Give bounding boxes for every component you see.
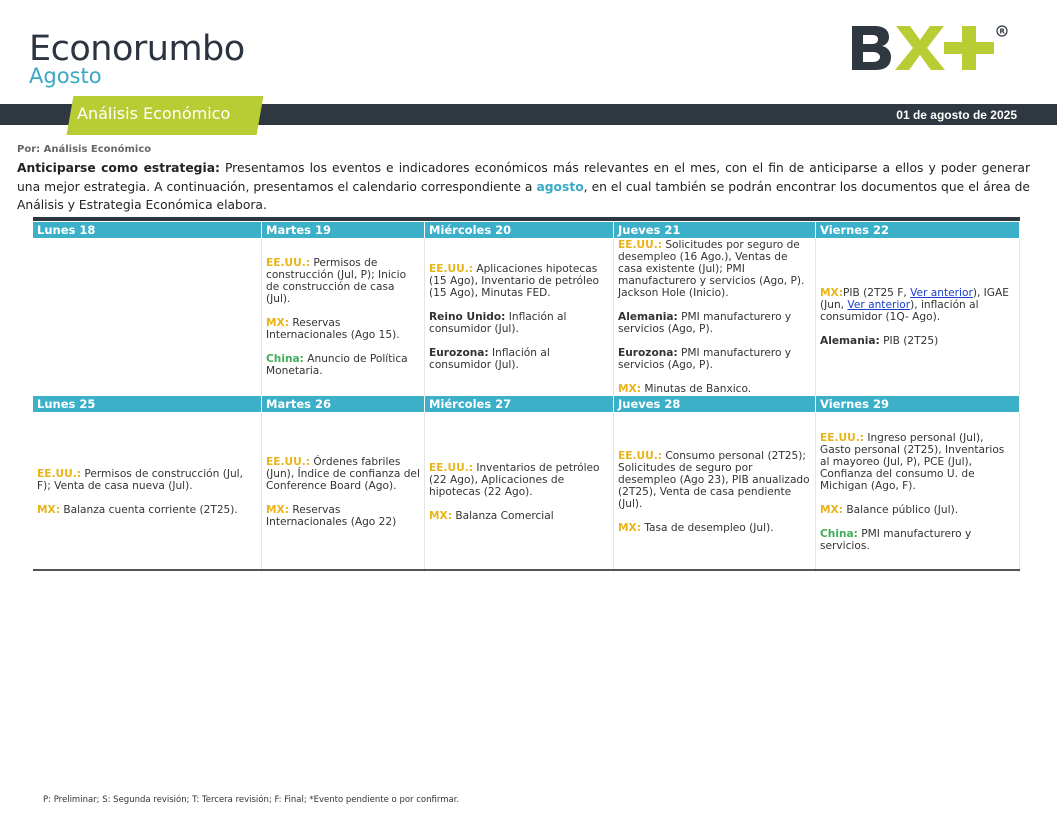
event-item [618,239,811,299]
day-cell [262,412,425,572]
event-text: Órdenes fabriles (Jun), Índice de confianza del Conference Board (Ago). [266,456,420,492]
country-label: EE.UU.: [429,462,473,474]
event-item [429,347,609,371]
day-header: Lunes 25 [33,396,262,412]
day-cell [614,412,816,572]
intro-text-2: , en el cual también se podrán encontrar los documentos que el área de Análisis y Estrategia Económica elabora. [17,179,1030,212]
event-text: PMI manufacturero y servicios (Ago, P). [618,347,792,371]
intro-paragraph [17,159,1030,215]
event-item [429,263,609,299]
event-text: Anuncio de Política Monetaria. [266,353,408,377]
event-text: Inflación al consumidor (Jul). [429,311,567,335]
event-item [37,468,257,492]
event-text: Reservas Internacionales (Ago 15). [266,317,400,341]
event-item [266,456,420,492]
day-cell [425,238,614,396]
event-item [429,462,609,498]
country-label: MX: [618,383,641,395]
event-item [618,347,811,371]
event-text: ), inflación al consumidor (1Q- Ago). [820,299,979,323]
country-label: EE.UU.: [618,239,662,251]
country-label: MX: [266,317,289,329]
event-text: Solicitudes por seguro de desempleo (16 Ago.), Ventas de casa existente (Jul); PMI manufacturero y servicios (Ago, P). Jackson Hole (Inicio). [618,239,805,299]
event-item [820,432,1015,492]
day-cell [816,412,1020,572]
day-cell [33,238,262,396]
event-text: Balanza cuenta corriente (2T25). [59,504,238,516]
event-item [618,383,811,395]
day-header: Viernes 22 [816,222,1020,238]
event-item [618,311,811,335]
event-text: ), IGAE (Jun, [820,287,1009,311]
day-header: Miércoles 27 [425,396,614,412]
event-text: Inventarios de petróleo (22 Ago), Aplicaciones de hipotecas (22 Ago). [429,462,600,498]
day-cell [262,238,425,396]
day-header: Martes 26 [262,396,425,412]
event-text: Permisos de construcción (Jul, F); Venta de casa nueva (Jul). [37,468,243,492]
intro-month: agosto [536,179,584,194]
event-item [820,504,1015,516]
event-item [37,504,257,516]
table-top-rule [33,217,1020,221]
country-label: MX: [266,504,289,516]
week-header [33,222,1020,238]
day-header: Jueves 21 [614,222,816,238]
country-label: EE.UU.: [37,468,81,480]
event-item [618,450,811,510]
event-item [266,504,420,528]
byline: Por: Análisis Económico [17,144,152,155]
calendar-week-1 [33,222,1020,396]
event-text: Consumo personal (2T25); Solicitudes de seguro por desempleo (Ago 23), PIB anualizado (2T25), Venta de casa pendiente (Jul). [618,450,810,510]
country-label: EE.UU.: [820,432,864,444]
event-item [820,287,1015,323]
intro-lead: Anticiparse como estrategia: [17,161,220,175]
week-cells [33,412,1020,572]
country-label: Alemania: [820,335,880,347]
event-text: Reservas Internacionales (Ago 22) [266,504,397,528]
country-label: Eurozona: [618,347,678,359]
country-label: EE.UU.: [429,263,473,275]
country-label: Alemania: [618,311,678,323]
intro-text-1: Presentamos los eventos e indicadores económicos más relevantes en el mes, con el fin de anticiparse a ellos y poder generar una mejor estrategia. A continuación, presentamos el calendario correspondiente a [17,161,1031,194]
ver-anterior-link[interactable]: Ver anterior [910,287,973,299]
week-header [33,396,1020,412]
ver-anterior-link[interactable]: Ver anterior [847,299,911,311]
event-text: Aplicaciones hipotecas (15 Ago), Inventario de petróleo (15 Ago), Minutas FED. [429,263,599,299]
svg-text:R: R [999,27,1005,36]
table-bottom-rule [33,569,1020,571]
country-label: MX: [37,504,60,516]
event-text: Ingreso personal (Jul), Gasto personal (2T25), Inventarios al mayoreo (Jul, P), PCE (Jul), Confianza del consumo U. de Michigan (Ago, F). [820,432,1005,492]
day-header: Viernes 29 [816,396,1020,412]
country-label: Reino Unido: [429,311,506,323]
day-cell [33,412,262,572]
country-label: MX: [618,522,641,534]
country-label: EE.UU.: [266,456,310,468]
event-text: Balanza Comercial [451,510,554,522]
day-cell [816,238,1020,396]
page-subtitle: Agosto [29,64,102,88]
bx-plus-logo [850,22,1010,74]
event-text: PMI manufacturero y servicios. [820,528,972,552]
country-label: Eurozona: [429,347,489,359]
event-text: Permisos de construcción (Jul, P); Inicio de construcción de casa (Jul). [266,257,407,305]
event-text: PIB (2T25 F, [842,287,911,299]
event-item [266,317,420,341]
day-cell [614,238,816,396]
event-item [618,522,811,534]
event-text: Balance público (Jul). [842,504,959,516]
event-text: Minutas de Banxico. [640,383,752,395]
footnote: P: Preliminar; S: Segunda revisión; T: Tercera revisión; F: Final; *Evento pendiente o por confirmar. [43,795,460,805]
event-item [266,257,420,305]
event-item [266,353,420,377]
publish-date: 01 de agosto de 2025 [896,108,1017,122]
country-label: MX: [820,504,843,516]
page-title: Econorumbo [29,29,245,69]
calendar-week-2 [33,396,1020,572]
event-item [429,510,609,522]
event-item [429,311,609,335]
day-cell [425,412,614,572]
country-label: MX: [429,510,452,522]
country-label: EE.UU.: [618,450,662,462]
week-cells [33,238,1020,396]
event-item [820,528,1015,552]
section-tag-label: Análisis Económico [77,104,231,123]
event-text: PMI manufacturero y servicios (Ago, P). [618,311,792,335]
country-label: EE.UU.: [266,257,310,269]
country-label: China: [266,353,304,365]
day-header: Lunes 18 [33,222,262,238]
country-label: China: [820,528,858,540]
day-header: Martes 19 [262,222,425,238]
day-header: Jueves 28 [614,396,816,412]
day-header: Miércoles 20 [425,222,614,238]
event-text: PIB (2T25) [879,335,939,347]
event-item [820,335,1015,347]
event-text: Inflación al consumidor (Jul). [429,347,550,371]
event-text: Tasa de desempleo (Jul). [640,522,774,534]
country-label: MX: [820,287,843,299]
